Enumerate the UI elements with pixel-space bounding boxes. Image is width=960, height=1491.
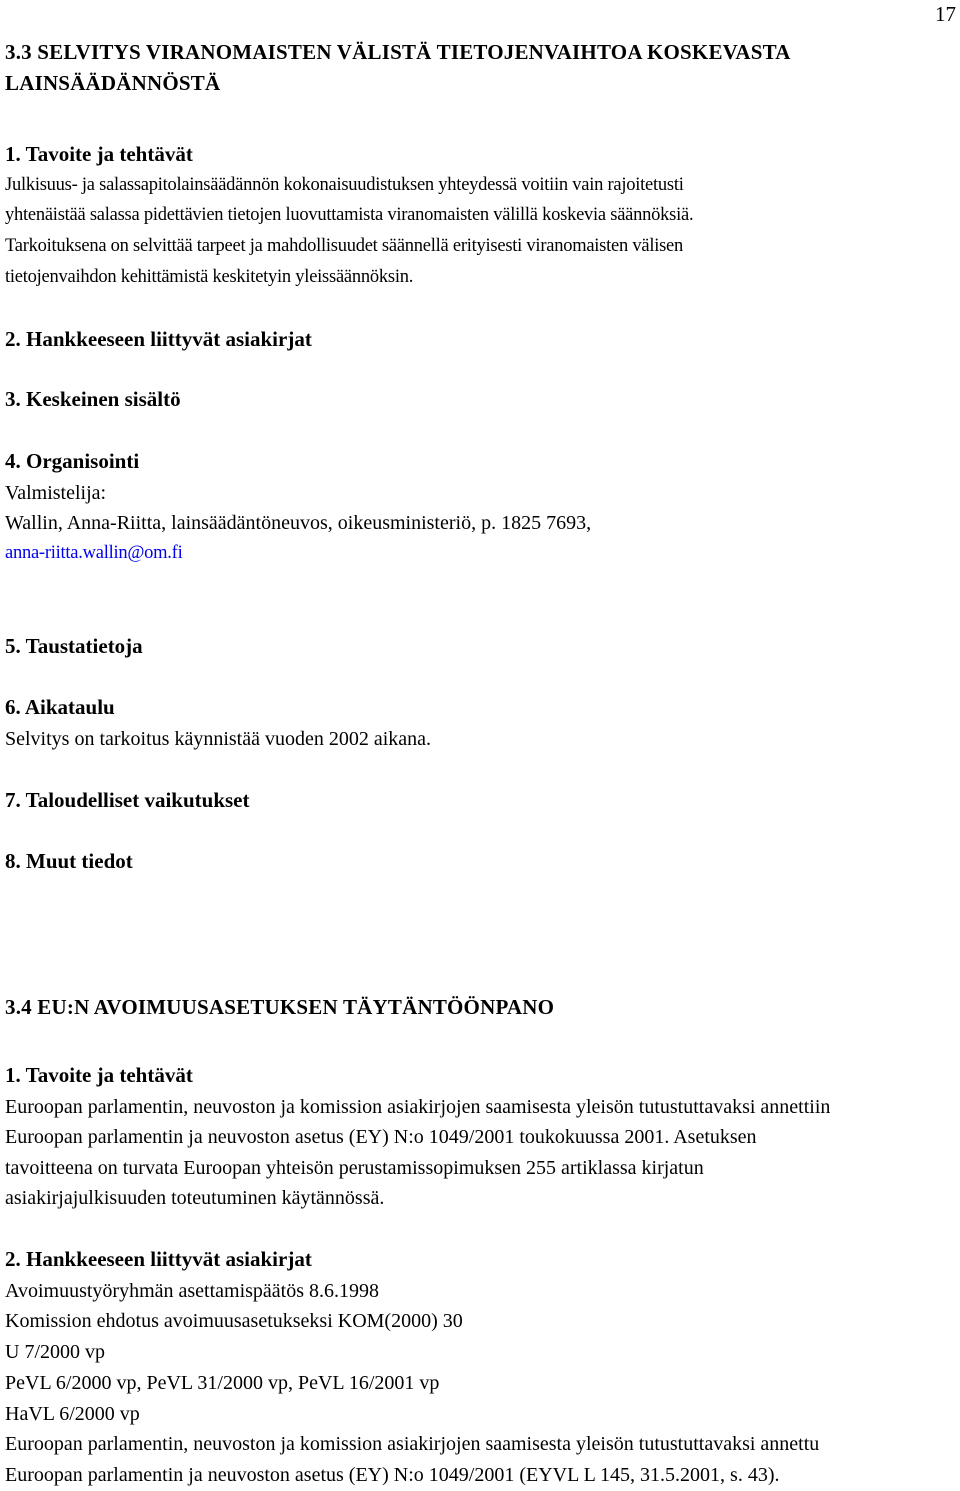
- s34-document-item: Euroopan parlamentin ja neuvoston asetus (EY) N:o 1049/2001 (EYVL L 145, 31.5.2001, s. 43).: [5, 1464, 780, 1486]
- s33-documents-heading: 2. Hankkeeseen liittyvät asiakirjat: [5, 327, 312, 351]
- page-number: 17: [935, 2, 956, 26]
- s33-preparer-label: Valmistelija:: [5, 482, 107, 504]
- s34-goal-text-line3: tavoitteena on turvata Euroopan yhteisön perustamissopimuksen 255 artiklassa kirjatun: [5, 1157, 704, 1179]
- s33-goal-text-line1: Julkisuus- ja salassapitolainsäädännön kokonaisuudistuksen yhteydessä voitiin vain rajoitetusti: [5, 175, 684, 195]
- s33-goal-text-line2: yhtenäistää salassa pidettävien tietojen luovuttamista viranomaisten välillä koskevia säännöksiä.: [5, 205, 694, 225]
- s33-financial-heading: 7. Taloudelliset vaikutukset: [5, 788, 250, 812]
- s33-background-heading: 5. Taustatietoja: [5, 634, 143, 658]
- s34-document-item: PeVL 6/2000 vp, PeVL 31/2000 vp, PeVL 16/2001 vp: [5, 1372, 440, 1394]
- s33-organisation-heading: 4. Organisointi: [5, 449, 140, 473]
- s34-goal-text-line1: Euroopan parlamentin, neuvoston ja komission asiakirjojen saamisesta yleisön tutustuttavaksi annettiin: [5, 1096, 831, 1118]
- s34-document-item: HaVL 6/2000 vp: [5, 1403, 140, 1425]
- s33-preparer-info: Wallin, Anna-Riitta, lainsäädäntöneuvos, oikeusministeriö, p. 1825 7693,: [5, 512, 592, 534]
- s34-goal-text-line4: asiakirjajulkisuuden toteutuminen käytännössä.: [5, 1187, 385, 1209]
- s34-goal-heading: 1. Tavoite ja tehtävät: [5, 1063, 193, 1087]
- s33-goal-text-line4: tietojenvaihdon kehittämistä keskitetyin yleissäännöksin.: [5, 267, 414, 287]
- section-3-3-heading-line2: LAINSÄÄDÄNNÖSTÄ: [5, 71, 221, 95]
- s34-goal-text-line2: Euroopan parlamentin ja neuvoston asetus (EY) N:o 1049/2001 toukokuussa 2001. Asetuksen: [5, 1126, 757, 1148]
- section-3-4-heading: 3.4 EU:N AVOIMUUSASETUKSEN TÄYTÄNTÖÖNPANO: [5, 995, 555, 1019]
- s34-document-item: Komission ehdotus avoimuusasetukseksi KOM(2000) 30: [5, 1310, 463, 1332]
- s33-other-heading: 8. Muut tiedot: [5, 849, 133, 873]
- s33-content-heading: 3. Keskeinen sisältö: [5, 387, 181, 411]
- s34-document-item: Avoimuustyöryhmän asettamispäätös 8.6.1998: [5, 1280, 380, 1302]
- s33-schedule-heading: 6. Aikataulu: [5, 695, 115, 719]
- s33-email-link[interactable]: anna-riitta.wallin@om.fi: [5, 543, 183, 563]
- s33-schedule-text: Selvitys on tarkoitus käynnistää vuoden 2002 aikana.: [5, 728, 432, 750]
- s33-goal-heading: 1. Tavoite ja tehtävät: [5, 142, 193, 166]
- s33-goal-text-line3: Tarkoituksena on selvittää tarpeet ja mahdollisuudet säännellä erityisesti viranomaisten välisen: [5, 236, 684, 256]
- section-3-3-heading-line1: 3.3 SELVITYS VIRANOMAISTEN VÄLISTÄ TIETOJENVAIHTOA KOSKEVASTA: [5, 40, 791, 64]
- s34-document-item: Euroopan parlamentin, neuvoston ja komission asiakirjojen saamisesta yleisön tutustuttavaksi annettu: [5, 1433, 820, 1455]
- s34-documents-heading: 2. Hankkeeseen liittyvät asiakirjat: [5, 1247, 312, 1271]
- s34-document-item: U 7/2000 vp: [5, 1341, 105, 1363]
